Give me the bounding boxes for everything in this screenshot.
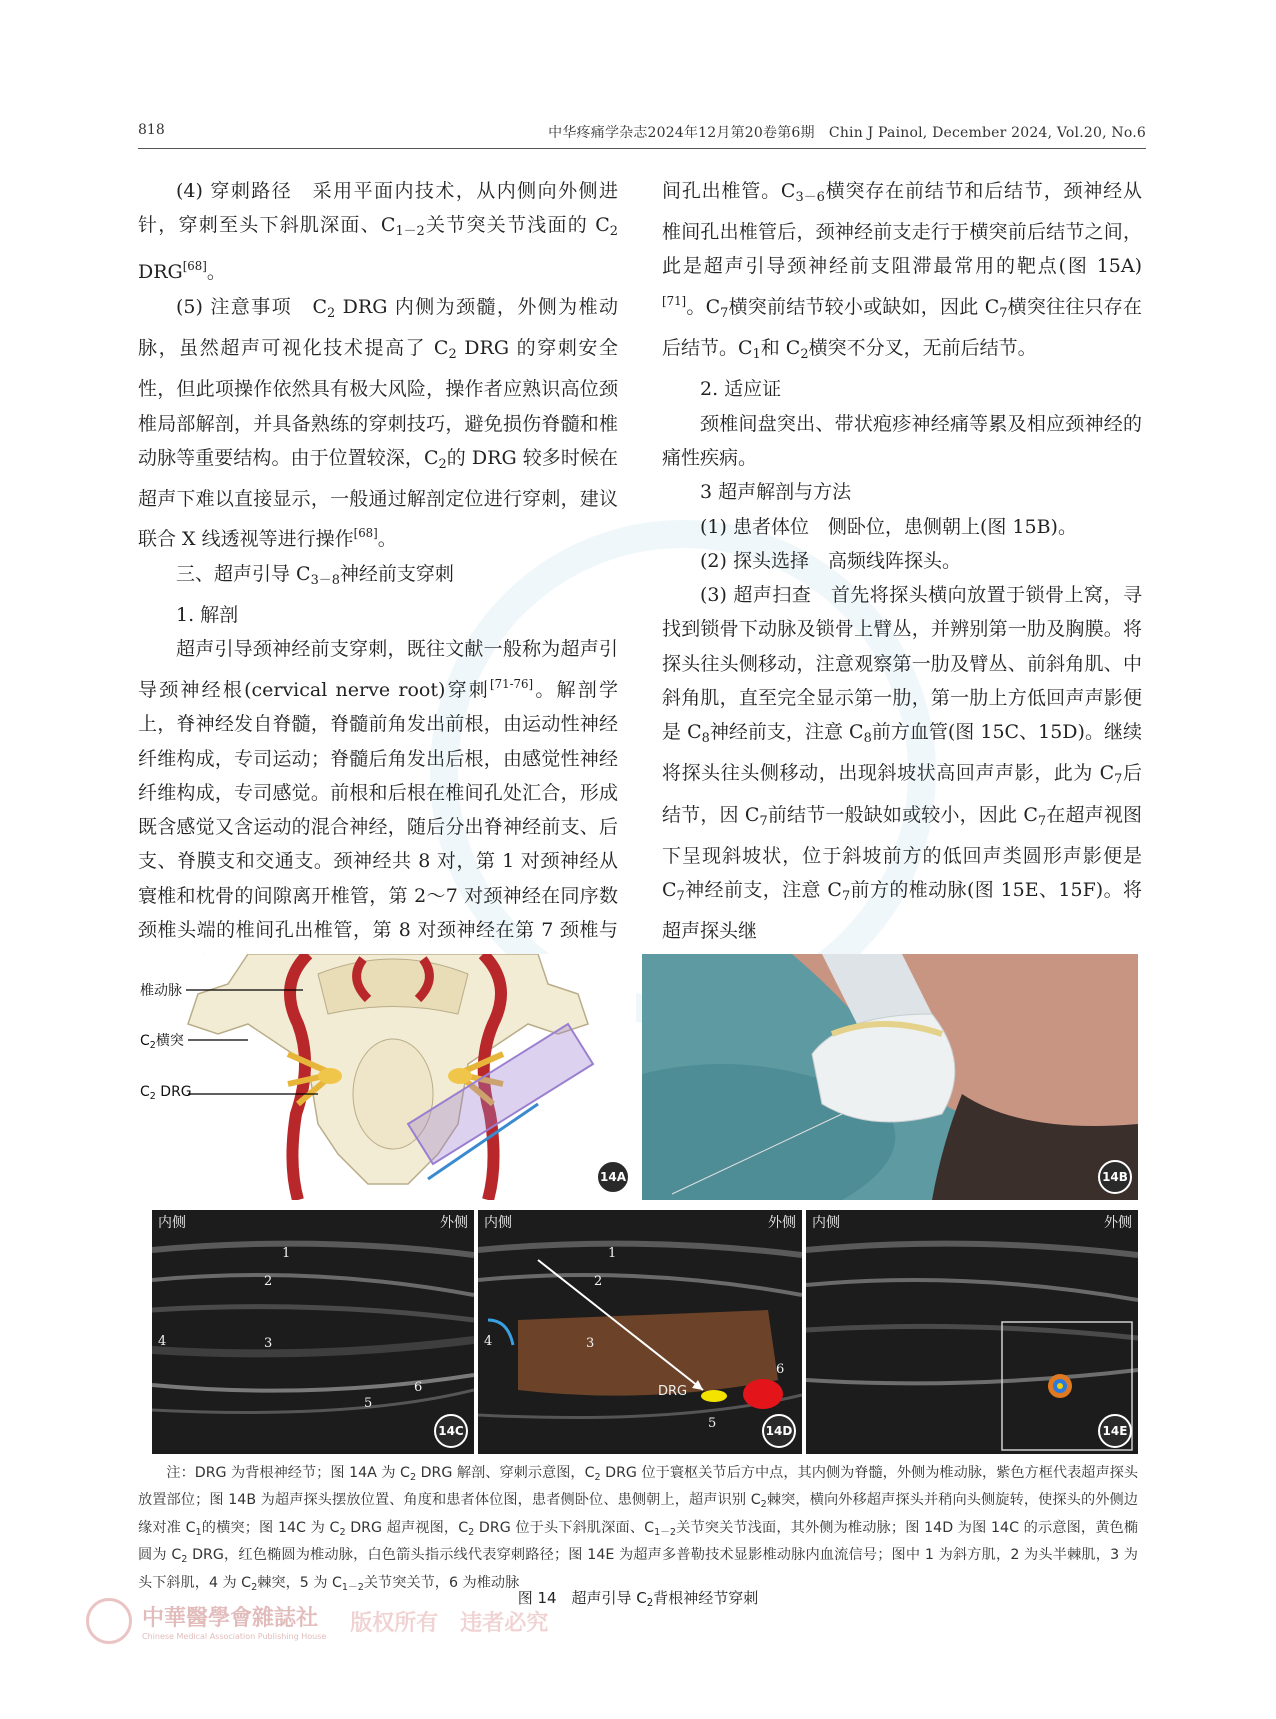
paragraph: (1) 患者体位 侧卧位，患侧朝上(图 15B)。 xyxy=(700,515,1077,538)
paragraph: 间孔出椎管。$C_{3-6}$横突存在前结节和后结节，颈神经从椎间孔出椎管后，颈神经前支走行于横突前后结节之间，此是超声引导颈神经前支阻滞最常用的靶点(图 15A)[71]。$C_7$横突前结节较小或缺如，因此 $C_7$横突往往只存在后结节。$C_1$和 $C_2$横突不分叉，无前后结节。 xyxy=(662,180,1142,363)
marker-4: 4 xyxy=(158,1334,167,1349)
page-number: 818 xyxy=(138,122,165,138)
figure-14c-ultrasound xyxy=(152,1210,474,1454)
paragraph: 超声引导颈神经前支穿刺，既往文献一般称为超声引导颈神经根(cervical nerve root)穿刺[71-76]。解剖学上，脊神经发自脊髓，脊髓前角发出前根，由运动性神经纤维构成，专司运动；脊髓后角发出后根，由感觉性神经纤维构成，专司感觉。前根和后根在椎间孔处汇合，形成既含感觉又含运动的混合神经，随后分出脊神经前支、后支、脊膜支和交通支。颈神经共 8 对，第 1 对颈神经从寰椎和枕骨的间隙离开椎管，第 2～7 对颈神经在同序数颈椎头端的椎间孔出椎管，第 8 对颈神经在第 7 颈椎与 xyxy=(138,638,618,942)
citation[interactable]: [71-76] xyxy=(490,676,534,691)
anatomy-illustration xyxy=(138,954,636,1200)
left-column xyxy=(138,174,618,982)
subsection-heading: 1. 解剖 xyxy=(176,604,239,627)
lateral-label: 外侧 xyxy=(440,1215,468,1231)
drg-label: DRG xyxy=(658,1384,688,1399)
panel-label-14a: 14A xyxy=(596,1160,630,1194)
subsection-heading: 2. 适应证 xyxy=(700,378,782,401)
figure-14e-doppler xyxy=(806,1210,1138,1454)
journal-title: 中华疼痛学杂志2024年12月第20卷第6期 Chin J Painol, December 2024, Vol.20, No.6 xyxy=(548,125,1146,141)
panel-label-14c: 14C xyxy=(434,1414,468,1448)
marker-1: 1 xyxy=(282,1246,291,1261)
paragraph: (2) 探头选择 高频线阵探头。 xyxy=(700,549,961,572)
marker-2: 2 xyxy=(594,1274,603,1289)
subsection-heading: 3 超声解剖与方法 xyxy=(700,481,852,504)
marker-6: 6 xyxy=(776,1362,785,1377)
publisher-watermark xyxy=(86,1598,548,1644)
medial-label: 内侧 xyxy=(158,1215,186,1231)
panel-label-14e: 14E xyxy=(1098,1414,1132,1448)
medial-label: 内侧 xyxy=(484,1215,512,1231)
label-vertebral-artery: 椎动脉 xyxy=(140,983,182,999)
publisher-logo-icon xyxy=(86,1598,132,1644)
doppler-image xyxy=(806,1210,1138,1454)
annotated-ultrasound xyxy=(478,1210,802,1454)
marker-3: 3 xyxy=(586,1336,595,1351)
citation[interactable]: [68] xyxy=(182,259,207,274)
paragraph: (5) 注意事项 $C_2$ DRG 内侧为颈髓，外侧为椎动脉，虽然超声可视化技术提高了 $C_2$ DRG 的穿刺安全性，但此项操作依然具有极大风险，操作者应熟识高位颈椎局部解剖，并具备熟练的穿刺技巧，避免损伤脊髓和椎动脉等重要结构。由于位置较深，$C_2$的 DRG 较多时候在超声下难以直接显示，一般通过解剖定位进行穿刺，建议联合 X 线透视等进行操作[68]。 xyxy=(138,296,619,551)
figure-title: 图 14 超声引导 $C_2$背根神经节穿刺 xyxy=(517,1589,759,1610)
marker-6: 6 xyxy=(414,1380,423,1395)
section-heading: 三、超声引导 $C_{3-8}$神经前支穿刺 xyxy=(176,562,454,588)
marker-1: 1 xyxy=(608,1246,617,1261)
marker-5: 5 xyxy=(708,1416,717,1431)
lateral-label: 外侧 xyxy=(1104,1215,1132,1231)
citation[interactable]: [68] xyxy=(353,526,378,541)
figure-14a-anatomy xyxy=(138,954,636,1200)
paragraph: (4) 穿刺路径 采用平面内技术，从内侧向外侧进针，穿刺至头下斜肌深面、$C_{1-2}$关节突关节浅面的 $C_2$ DRG[68]。 xyxy=(138,180,618,284)
citation[interactable]: [71] xyxy=(662,293,687,308)
label-c2-drg: $C_2$ DRG xyxy=(140,1084,192,1102)
figure-caption: 注：DRG 为背根神经节；图 14A 为 $C_2$ DRG 解剖、穿刺示意图，$C_2$ DRG 位于寰枢关节后方中点，其内侧为脊髓，外侧为椎动脉，紫色方框代表超声探头放置部位；图 14B 为超声探头摆放位置、角度和患者体位图，患者侧卧位、患侧朝上，超声识别 $C_2$棘突，横向外移超声探头并稍向头侧旋转，使探头的外侧边缘对准 $C_1$的横突；图 14C 为 $C_2$ DRG 超声视图，$C_2$ DRG 位于头下斜肌深面、$C_{1-2}$关节突关节浅面，其外侧为椎动脉；图 14D 为图 14C 的示意图，黄色椭圆为 $C_2$ DRG，红色椭圆为椎动脉，白色箭头指示线代表穿刺路径；图 14E 为超声多普勒技术显影椎动脉内血流信号；图中 1 为斜方肌，2 为头半棘肌，3 为头下斜肌，4 为 $C_2$棘突，5 为 $C_{1-2}$关节突关节，6 为椎动脉 xyxy=(138,1465,1139,1593)
publisher-name-en: Chinese Medical Association Publishing House xyxy=(142,1632,327,1641)
paragraph: (3) 超声扫查 首先将探头横向放置于锁骨上窝，寻找到锁骨下动脉及锁骨上臂丛，并辨别第一肋及胸膜。将探头往头侧移动，注意观察第一肋及臂丛、前斜角肌、中斜角肌，直至完全显示第一肋，第一肋上方低回声声影便是 $C_8$神经前支，注意 $C_8$前方血管(图 15C、15D)。继续将探头往头侧移动，出现斜坡状高回声声影，此为 $C_7$后结节，因 $C_7$前结节一般缺如或较小，因此 $C_7$在超声视图下呈现斜坡状，位于斜坡前方的低回声类圆形声影便是 $C_7$神经前支，注意 $C_7$前方的椎动脉(图 15E、15F)。将超声探头继 xyxy=(662,584,1143,943)
ultrasound-image xyxy=(152,1210,474,1454)
label-c2-transverse-process: $C_2$横突 xyxy=(140,1033,184,1051)
marker-3: 3 xyxy=(264,1336,273,1351)
probe-photo xyxy=(642,954,1138,1200)
panel-label-14d: 14D xyxy=(762,1414,796,1448)
medial-label: 内侧 xyxy=(812,1215,840,1231)
header-rule xyxy=(138,148,1146,149)
marker-4: 4 xyxy=(484,1334,493,1349)
page-header xyxy=(138,122,1146,146)
marker-2: 2 xyxy=(264,1274,273,1289)
panel-label-14b: 14B xyxy=(1098,1160,1132,1194)
figure-14d-ultrasound-annotated xyxy=(478,1210,802,1454)
paragraph: 颈椎间盘突出、带状疱疹神经痛等累及相应颈神经的痛性疾病。 xyxy=(662,412,1142,469)
lateral-label: 外侧 xyxy=(768,1215,796,1231)
right-column xyxy=(662,174,1142,949)
publisher-name: 中華醫學會雜誌社 xyxy=(142,1605,319,1631)
marker-5: 5 xyxy=(364,1396,373,1411)
copyright-notice: 版权所有 违者必究 xyxy=(350,1610,549,1636)
figure-14b-photo xyxy=(642,954,1138,1200)
